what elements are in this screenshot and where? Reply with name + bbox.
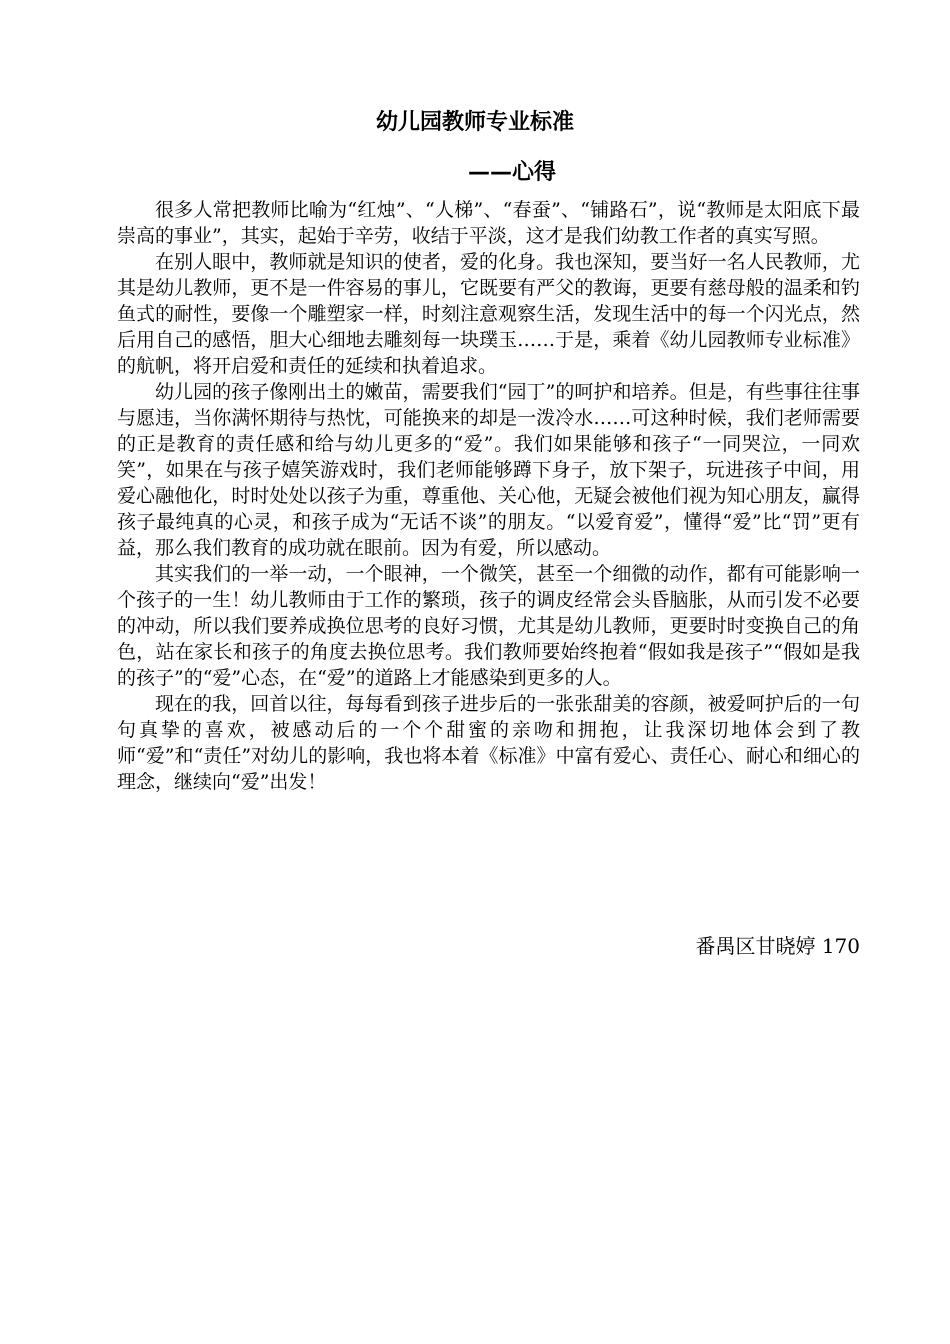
author-signature: 番禺区甘晓婷 170	[695, 934, 860, 958]
paragraph-2: 在别人眼中，教师就是知识的使者，爱的化身。我也深知，要当好一名人民教师，尤其是幼儿教师，更不是一件容易的事儿，它既要有严父的教诲，更要有慈母般的温柔和钓鱼式的耐性，要像一个雕塑家一样，时刻注意观察生活，发现生活中的每一个闪光点，然后用自己的感悟，胆大心细地去雕刻每一块璞玉……于是，乘着《幼儿园教师专业标准》的航帆，将开启爱和责任的延续和执着追求。	[117, 251, 860, 377]
document-title: 幼儿园教师专业标准	[375, 110, 574, 135]
document-body	[117, 197, 860, 795]
paragraph-5: 现在的我，回首以往，每每看到孩子进步后的一张张甜美的容颜，被爱呵护后的一句句真挚的喜欢，被感动后的一个个甜蜜的亲吻和拥抱，让我深切地体会到了教师“爱”和“责任”对幼儿的影响，我也将本着《标准》中富有爱心、责任心、耐心和细心的理念，继续向“爱”出发！	[117, 693, 860, 793]
document-subtitle: ——心得	[468, 160, 557, 185]
paragraph-4: 其实我们的一举一动，一个眼神，一个微笑，甚至一个细微的动作，都有可能影响一个孩子的一生！幼儿教师由于工作的繁琐，孩子的调皮经常会头昏脑胀，从而引发不必要的冲动，所以我们要养成换位思考的良好习惯，尤其是幼儿教师，更要时时变换自己的角色，站在家长和孩子的角度去换位思考。我们教师要始终抱着“假如我是孩子”“假如是我的孩子”的“爱”心态，在“爱”的道路上才能感染到更多的人。	[117, 563, 860, 689]
paragraph-3: 幼儿园的孩子像刚出土的嫩苗，需要我们“园丁”的呵护和培养。但是，有些事往往事与愿违，当你满怀期待与热忱，可能换来的却是一泼冷水……可这种时候，我们老师需要的正是教育的责任感和给与幼儿更多的“爱”。我们如果能够和孩子“一同哭泣，一同欢笑”，如果在与孩子嬉笑游戏时，我们老师能够蹲下身子，放下架子，玩进孩子中间，用爱心融他化，时时处处以孩子为重，尊重他、关心他，无疑会被他们视为知心朋友，赢得孩子最纯真的心灵，和孩子成为“无话不谈”的朋友。“以爱育爱”，懂得“爱”比“罚”更有益，那么我们教育的成功就在眼前。因为有爱，所以感动。	[117, 381, 860, 559]
paragraph-1: 很多人常把教师比喻为“红烛”、“人梯”、“春蚕”、“铺路石”，说“教师是太阳底下最崇高的事业”，其实，起始于辛劳，收结于平淡，这才是我们幼教工作者的真实写照。	[117, 199, 860, 247]
